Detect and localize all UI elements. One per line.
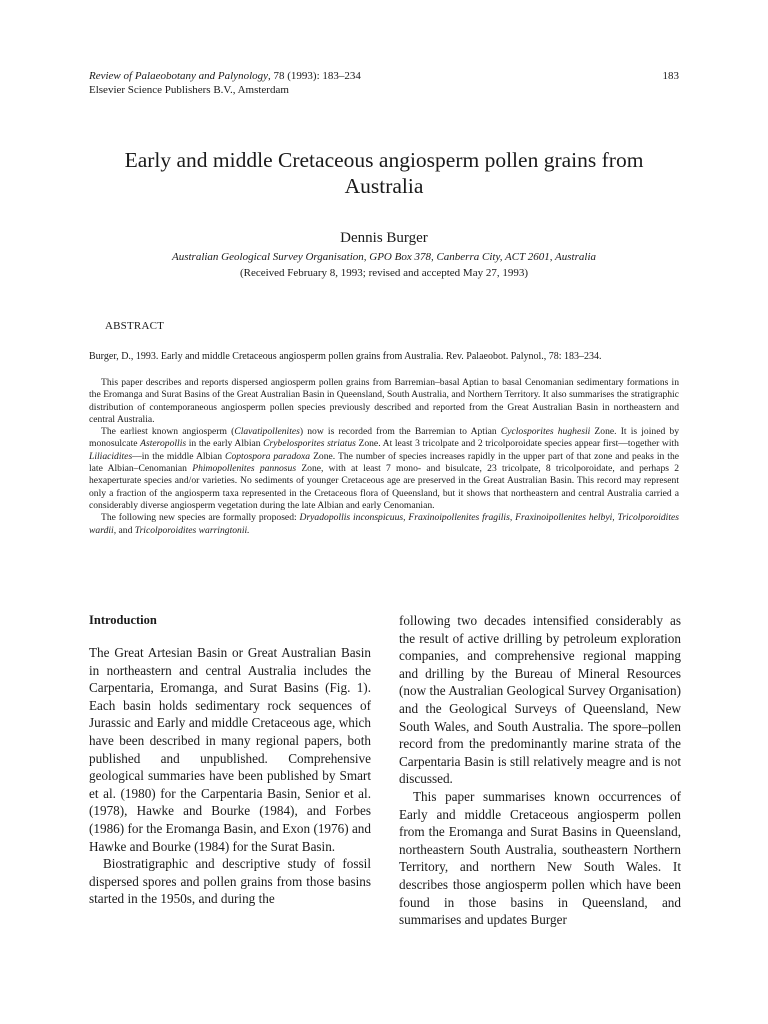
taxon-name: Phimopollenites pannosus xyxy=(192,463,297,475)
abstract-text: This paper describes and reports dispersed angiosperm pollen grains from Barremian–basal Aptian to basal Cenomanian sedimentary formations in the Eromanga and Surat Basins of the Great Australian Basin in Queensland, South Australia, and Northern Territory. It also summarises the stratigraphic distribution of contemporaneous angiosperm pollen species previously described and reported from the Great Australian Basin in northeastern and central Australia. xyxy=(89,377,679,425)
section-heading-introduction: Introduction xyxy=(89,613,157,627)
abstract-paragraph xyxy=(89,377,679,426)
taxon-name: Crybelosporites striatus xyxy=(263,438,356,450)
taxon-name: Tricolporoidites warringtonii. xyxy=(134,524,250,536)
body-paragraph: Biostratigraphic and descriptive study of fossil dispersed spores and pollen grains from those basins started in the 1950s, and during the xyxy=(89,856,371,907)
publisher-line: Elsevier Science Publishers B.V., Amsterdam xyxy=(89,84,289,96)
taxon-name: Dryadopollis inconspicuus, Fraxinoipollenites fragilis, Fraxinoipollenites helbyi, Tricolporoidites wardii, xyxy=(89,512,679,536)
abstract-citation: Burger, D., 1993. Early and middle Cretaceous angiosperm pollen grains from Australia. Rev. Palaeobot. Palynol., 78: 183–234. xyxy=(89,351,602,362)
running-head xyxy=(89,69,679,97)
abstract-paragraph xyxy=(89,512,679,537)
abstract-text: Zone, with at least 7 mono- and bisulcate, 23 tricolpate, 8 tricolporoidate, and perhaps 2 hexaperturate species and/or varieties. No sediments of younger Cretaceous age are preserved in the Great Australian Basin. This record may represent only a fraction of the angiosperm taxa represented in the Cretaceous flora of Queensland, but it shows that northeastern and central Australia carried a considerably diverse angiosperm vegetation during the late Albian and early Cenomanian. xyxy=(89,463,680,511)
taxon-name: Asteropollis xyxy=(140,438,187,450)
body-right-column xyxy=(399,612,681,929)
abstract-text: Zone. The number of species increases rapidly in the upper part of that zone and peaks in the late Albian–Cenomanian xyxy=(89,450,679,475)
abstract-text: and xyxy=(116,524,135,536)
body-paragraph: following two decades intensified considerably as the result of active drilling by petroleum exploration companies, and comprehensive regional mapping and drilling by the Bureau of Mineral Resources (now the Australian Geological Survey Organisation) and the Geological Surveys of Queensland, New South Wales, and South Australia. The spore–pollen record from the predominantly marine strata of the Carpentaria Basin is still relatively meagre and is not discussed. xyxy=(399,613,681,787)
abstract-text: ) now is recorded from the Barremian to Aptian xyxy=(299,426,501,438)
abstract-text: —in the middle Albian xyxy=(132,450,226,462)
abstract-body xyxy=(89,377,679,537)
taxon-name: Cyclosporites hughesii xyxy=(500,426,591,438)
body-left-column xyxy=(89,612,371,908)
page-number: 183 xyxy=(662,70,679,82)
abstract-text: in the early Albian xyxy=(186,438,264,450)
taxon-name: Clavatipollenites xyxy=(234,426,300,438)
author-affiliation: Australian Geological Survey Organisation, GPO Box 378, Canberra City, ACT 2601, Australia xyxy=(171,251,596,263)
body-paragraph: This paper summarises known occurrences of Early and middle Cretaceous angiosperm pollen from the Eromanga and Surat Basins in Queensland, northeastern South Australia, southeastern Northern Territory, and northern New South Wales. It describes those angiosperm pollen which have been found in those basins in Queensland, and summarises and updates Burger xyxy=(399,788,681,928)
abstract-text: The earliest known angiosperm ( xyxy=(101,426,235,438)
abstract-text: The following new species are formally proposed: xyxy=(101,512,300,524)
volume-pages: , 78 (1993): 183–234 xyxy=(268,70,361,82)
abstract-heading: ABSTRACT xyxy=(105,320,165,332)
received-dates: (Received February 8, 1993; revised and accepted May 27, 1993) xyxy=(239,267,529,279)
body-paragraph: The Great Artesian Basin or Great Australian Basin in northeastern and central Australia includes the Carpentaria, Eromanga, and Surat Basins (Fig. 1). Each basin holds sedimentary rock sequences of Jurassic and Early and middle Cretaceous age, which have been described in many regional papers, both published and unpublished. Comprehensive geological summaries have been published by Smart et al. (1980) for the Carpentaria Basin, Senior et al. (1978), Hawke and Bourke (1984), and Forbes (1986) for the Eromanga Basin, and Exon (1976) and Hawke and Bourke (1984) for the Surat Basin. xyxy=(89,645,371,854)
author-name: Dennis Burger xyxy=(340,230,428,246)
abstract-text: Zone. It is joined by monosulcate xyxy=(89,426,679,450)
abstract-text: Zone. At least 3 tricolpate and 2 tricolporoidate species appear first—together with xyxy=(355,438,679,450)
journal-citation-line xyxy=(89,69,679,83)
article-title: Early and middle Cretaceous angiosperm pollen grains from Australia xyxy=(124,148,644,198)
journal-name: Review of Palaeobotany and Palynology xyxy=(89,70,269,82)
taxon-name: Liliacidites xyxy=(89,450,133,462)
abstract-paragraph xyxy=(89,426,679,512)
taxon-name: Coptospora paradoxa xyxy=(225,450,311,462)
